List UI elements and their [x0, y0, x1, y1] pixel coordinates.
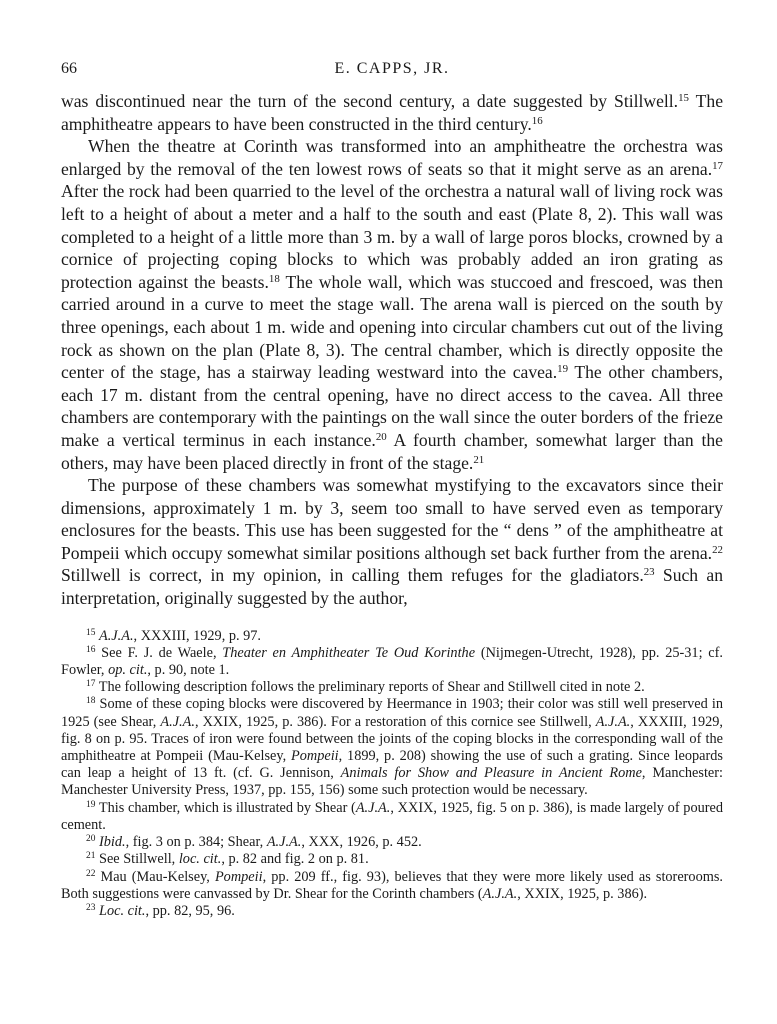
body-paragraph — [61, 474, 723, 610]
text-run: A fourth chamber, somewhat larger than the others, may have been placed directly in front of the stage. — [61, 429, 723, 473]
footnote-ref: 23 — [86, 902, 96, 913]
text-run: This chamber, which is illustrated by Shear ( — [95, 799, 356, 816]
footnote — [61, 679, 723, 696]
footnote — [61, 696, 723, 799]
footnote — [61, 903, 723, 920]
footnote-ref: 22 — [86, 868, 96, 879]
footnote-ref: 16 — [86, 644, 96, 655]
footnote-ref: 18 — [86, 696, 96, 707]
text-run: (Nijmegen-Utrecht, 1928), pp. 25-31; cf. Fowler, — [61, 644, 723, 679]
text-run: , XXIX, 1925, p. 386). — [517, 885, 648, 902]
body-paragraph — [61, 90, 723, 135]
italic-text: A.J.A. — [355, 799, 391, 816]
text-run: , fig. 3 on p. 384; Shear, — [125, 834, 267, 851]
footnote — [61, 851, 723, 868]
italic-text: Pompeii — [291, 748, 339, 765]
text-run: , 1899, p. 208) showing the use of such a grating. Since leopards can leap a height of 13 ft. (cf. G. Jennison, — [61, 748, 723, 782]
footnote-ref: 21 — [86, 851, 96, 862]
footnote-ref: 19 — [557, 363, 569, 376]
text-run: See F. J. de Waele, — [95, 644, 223, 661]
text-run: The whole wall, which was stuccoed and frescoed, was then carried around in a curve to meet the stage wall. The arena wall is pierced on the south by three openings, each about 1 m. wide and opening into circular chambers cut out of the living rock as shown on the plan (Plate 8, 3). The central chamber, which is directly opposite the center of the stage, has a stairway leading westward into the cavea. — [61, 271, 723, 383]
footnote-ref: 15 — [86, 627, 96, 638]
italic-text: A.J.A. — [482, 885, 518, 902]
footnote — [61, 800, 723, 834]
text-run: The other chambers, each 17 m. distant from the central opening, have no direct access to the cavea. All three chambers are contemporary with the paintings on the wall since the outer borders of the frieze make a vertical terminus in each instance. — [61, 362, 723, 450]
body-paragraph — [61, 135, 723, 474]
footnote-ref: 17 — [712, 159, 723, 172]
italic-text: Ibid. — [99, 834, 126, 851]
text-run: When the theatre at Corinth was transformed into an amphitheatre the orchestra was enlarged by the removal of the ten lowest rows of seats so that it might serve as an arena. — [61, 136, 723, 179]
footnote-ref: 17 — [86, 679, 96, 690]
italic-text: A.J.A. — [595, 713, 631, 730]
footnote-ref: 22 — [712, 543, 723, 556]
page-header — [61, 60, 723, 84]
footnote-ref: 21 — [473, 453, 485, 466]
text-run: The amphitheatre appears to have been constructed in the third century. — [61, 91, 724, 134]
text-run: , p. 90, note 1. — [147, 662, 230, 679]
footnotes — [61, 628, 723, 920]
text-run: See Stillwell, — [95, 851, 179, 868]
footnote — [61, 628, 723, 645]
text-run: , pp. 82, 95, 96. — [145, 902, 235, 919]
text-run: , Manchester: Manchester University Press, 1937, pp. 155, 156) some such protection would be necessary. — [61, 765, 724, 799]
text-run: , XXXIII, 1929, p. 97. — [133, 627, 262, 644]
text-run: , XXXIII, 1929, fig. 8 on p. 95. Traces of iron were found between the joints of the coping blocks in the corresponding wall of the amphitheatre at Pompeii (Mau-Kelsey, — [61, 713, 723, 765]
page — [61, 60, 723, 920]
page-number: 66 — [61, 60, 77, 77]
italic-text: Loc. cit. — [99, 902, 146, 919]
italic-text: A.J.A. — [266, 834, 302, 851]
text-run: , XXIX, 1925, p. 386). For a restoration of this cornice see Stillwell, — [194, 713, 596, 730]
italic-text: op. cit. — [108, 662, 148, 679]
italic-text: Animals for Show and Pleasure in Ancient Rome — [340, 765, 642, 782]
text-run: After the rock had been quarried to the level of the orchestra a natural wall of living rock was left to a height of about a meter and a half to the south and east (Plate 8, 2). This wall was completed to a height of a little more than 3 m. by a wall of large poros blocks, crowned by a cornice of projecting coping blocks to which was probably added an iron grating as protection against the beasts. — [61, 181, 723, 292]
italic-text: loc. cit. — [178, 851, 222, 868]
text-run: Stillwell is correct, in my opinion, in calling them refuges for the gladiators. — [61, 565, 644, 586]
footnote-ref: 20 — [86, 833, 96, 844]
footnote — [61, 645, 723, 679]
footnote-ref: 16 — [531, 114, 543, 127]
footnote-ref: 19 — [86, 799, 96, 810]
footnote-ref: 20 — [375, 430, 387, 443]
footnote-ref: 18 — [268, 272, 280, 285]
text-run: The following description follows the preliminary reports of Shear and Stillwell cited in note 2. — [95, 679, 645, 696]
text-run: , p. 82 and fig. 2 on p. 81. — [221, 851, 369, 868]
footnote — [61, 834, 723, 851]
footnote — [61, 869, 723, 903]
text-run: Mau (Mau-Kelsey, — [95, 868, 215, 885]
text-run: , XXIX, 1925, fig. 5 on p. 386), is made largely of poured cement. — [61, 799, 724, 833]
italic-text: Theater en Amphitheater Te Oud Korinthe — [222, 644, 476, 661]
text-run: , pp. 209 ff., fig. 93), believes that they were more likely used as storerooms. Both suggestions were canvassed by Dr. Shear for the Corinth chambers ( — [61, 868, 723, 902]
italic-text: A.J.A. — [99, 627, 134, 644]
italic-text: Pompeii — [214, 868, 263, 885]
italic-text: A.J.A. — [160, 713, 195, 730]
text-run: Some of these coping blocks were discovered by Heermance in 1903; their color was still well preserved in 1925 (see Shear, — [61, 696, 723, 730]
text-run: Such an interpretation, originally suggested by the author, — [61, 565, 724, 609]
text-run: , XXX, 1926, p. 452. — [301, 834, 422, 851]
footnote-ref: 15 — [678, 92, 689, 104]
running-title: E. CAPPS, JR. — [334, 60, 450, 77]
text-run: The purpose of these chambers was somewhat mystifying to the excavators since their dimensions, approximately 1 m. by 3, seem too small to have served even as temporary enclosures for the beasts. This use has been suggested for the “ dens ” of the amphitheatre at Pompeii which occupy somewhat similar positions although set back further from the arena. — [61, 475, 723, 563]
footnote-ref: 23 — [643, 566, 655, 579]
text-run: was discontinued near the turn of the second century, a date suggested by Stillwell. — [61, 91, 679, 111]
body-text — [61, 90, 723, 610]
